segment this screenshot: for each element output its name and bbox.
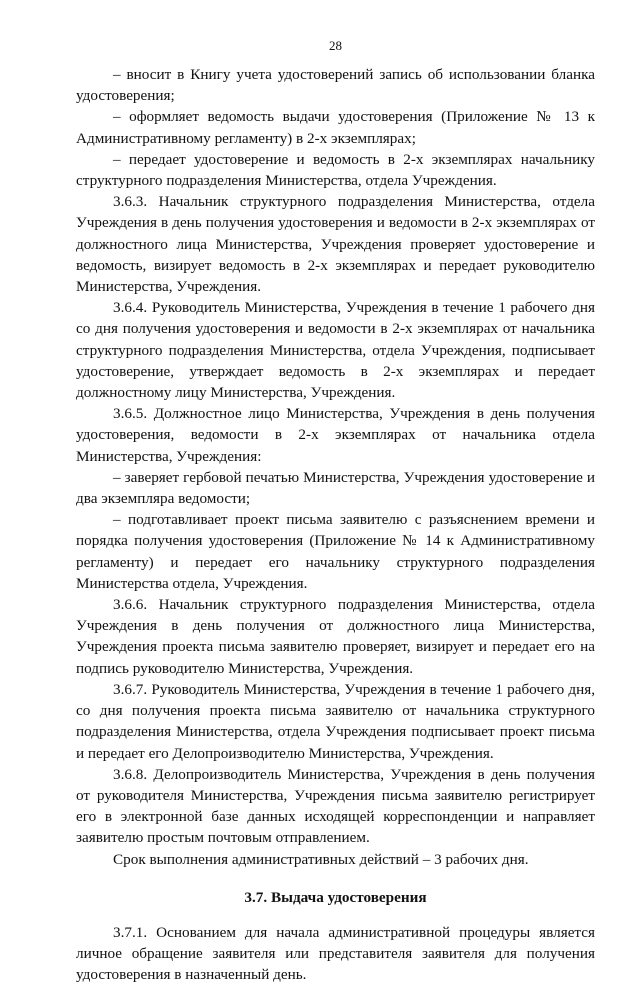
paragraph-3-7-1: 3.7.1. Основанием для начала административной процедуры является личное обращение заявителя или представителя заявителя для получения удостоверения в назначенный день. — [76, 923, 595, 984]
deadline-paragraph: Срок выполнения административных действий – 3 рабочих дня. — [113, 850, 529, 868]
paragraph-3-6-4: 3.6.4. Руководитель Министерства, Учреждения в течение 1 рабочего дня со дня получения удостоверения и ведомости в 2-х экземплярах от начальника структурного подразделения Министерства, отдела Учреждения, подписывает удостоверение, утверждает ведомость в 2-х экземплярах и передает должностному лицу Министерства, Учреждения. — [76, 299, 595, 402]
paragraph-3-6-8: 3.6.8. Делопроизводитель Министерства, Учреждения в день получения от руководителя Министерства, Учреждения письма заявителю регистрирует его в электронной базе данных исходящей корреспонденции и направляет заявителю простым почтовым отправлением. — [76, 765, 595, 847]
bullet-issue-statement: – оформляет ведомость выдачи удостоверения (Приложение № 13 к Административному регламенту) в 2-х экземплярах; — [76, 108, 595, 147]
section-heading-3-7: 3.7. Выдача удостоверения — [244, 888, 427, 906]
paragraph-3-6-5: 3.6.5. Должностное лицо Министерства, Учреждения в день получения удостоверения, ведомости в 2-х экземплярах от начальника отдела Министерства, Учреждения: — [76, 405, 595, 465]
document-body — [76, 64, 595, 986]
paragraph-3-6-6: 3.6.6. Начальник структурного подразделения Министерства, отдела Учреждения в день получения от должностного лица Министерства, Учреждения проекта письма заявителю проверяет, визирует и передает его на подпись руководителю Министерства, Учреждения. — [76, 596, 595, 677]
bullet-register-book: – вносит в Книгу учета удостоверений запись об использовании бланка удостоверения; — [76, 66, 595, 105]
page-number: 28 — [329, 38, 342, 53]
paragraph-3-6-7: 3.6.7. Руководитель Министерства, Учреждения в течение 1 рабочего дня, со дня получения проекта письма заявителю от начальника структурного подразделения Министерства, отдела Учреждения подписывает проект письма и передает его Делопроизводителю Министерства, Учреждения. — [76, 680, 595, 762]
paragraph-3-6-3: 3.6.3. Начальник структурного подразделения Министерства, отдела Учреждения в день получения удостоверения и ведомости в 2-х экземплярах от должностного лица Министерства, Учреждения проверяет удостоверение и ведомость, визирует ведомость в 2-х экземплярах и передает руководителю Министерства, Учреждения. — [76, 193, 595, 296]
bullet-transfer-to-head: – передает удостоверение и ведомость в 2-х экземплярах начальнику структурного подразделения Министерства, отдела Учреждения. — [76, 150, 595, 190]
bullet-draft-letter: – подготавливает проект письма заявителю с разъяснением времени и порядка получения удостоверения (Приложение № 14 к Административному регламенту) и передает его начальнику структурного подразделения Министерства отдела, Учреждения. — [76, 511, 595, 592]
bullet-seal: – заверяет гербовой печатью Министерства, Учреждения удостоверение и два экземпляра ведомости; — [76, 468, 595, 508]
